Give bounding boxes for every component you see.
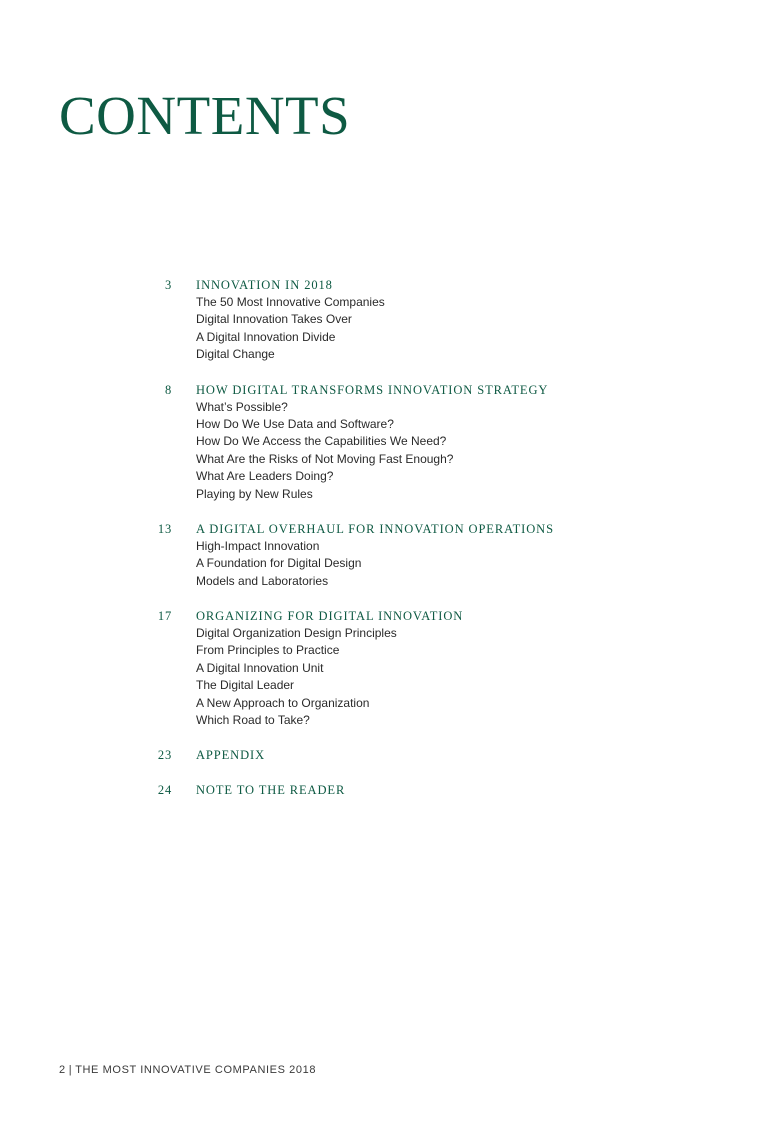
toc-subsection[interactable]: Playing by New Rules	[196, 486, 313, 501]
toc-subsection[interactable]: Digital Change	[196, 347, 275, 362]
toc-subsection-list	[150, 399, 710, 503]
toc-subsection[interactable]: A Foundation for Digital Design	[196, 556, 362, 571]
toc-subsection[interactable]: From Principles to Practice	[196, 643, 340, 658]
toc-section-title: APPENDIX	[196, 748, 266, 763]
toc-section-heading[interactable]	[150, 781, 710, 799]
toc-subsection-list	[150, 625, 710, 729]
toc-section-title: A DIGITAL OVERHAUL FOR INNOVATION OPERATIONS	[196, 521, 554, 536]
toc-section	[150, 381, 710, 503]
toc-subsection[interactable]: What Are the Risks of Not Moving Fast Enough?	[196, 451, 454, 466]
toc-subsection[interactable]: A New Approach to Organization	[196, 695, 370, 710]
toc-subsection[interactable]: Digital Innovation Takes Over	[196, 312, 352, 327]
footer-page-number: 2	[59, 1064, 66, 1076]
toc-section-title: INNOVATION IN 2018	[196, 278, 333, 292]
toc-subsection[interactable]: What’s Possible?	[196, 399, 288, 414]
toc-subsection-list	[150, 538, 710, 590]
toc-page-number: 24	[157, 783, 172, 798]
toc-section-heading[interactable]	[150, 276, 710, 294]
toc-section-title: ORGANIZING FOR DIGITAL INNOVATION	[196, 609, 464, 624]
toc-subsection[interactable]: The 50 Most Innovative Companies	[196, 295, 385, 309]
toc-section	[150, 520, 710, 590]
toc-page-number: 13	[157, 521, 172, 536]
toc-subsection[interactable]: How Do We Access the Capabilities We Need?	[196, 434, 447, 449]
toc-subsection[interactable]: Which Road to Take?	[196, 713, 310, 728]
toc-section-title: HOW DIGITAL TRANSFORMS INNOVATION STRATEGY	[196, 382, 549, 397]
toc-section-heading[interactable]	[150, 607, 710, 625]
toc-subsection[interactable]: Models and Laboratories	[196, 573, 329, 588]
toc-subsection[interactable]: A Digital Innovation Divide	[196, 329, 336, 344]
toc-section	[150, 781, 710, 799]
toc-subsection[interactable]: A Digital Innovation Unit	[196, 660, 324, 675]
toc-subsection[interactable]: High-Impact Innovation	[196, 538, 320, 553]
toc-section-heading[interactable]	[150, 520, 710, 538]
toc-section	[150, 607, 710, 729]
toc-section	[150, 276, 710, 364]
toc-page-number: 3	[164, 278, 172, 292]
toc-section-heading[interactable]	[150, 381, 710, 399]
toc-subsection[interactable]: What Are Leaders Doing?	[196, 469, 334, 484]
table-of-contents	[150, 276, 710, 816]
toc-section-heading[interactable]	[150, 746, 710, 764]
toc-section-title: NOTE TO THE READER	[196, 783, 346, 798]
toc-subsection[interactable]: Digital Organization Design Principles	[196, 626, 397, 641]
toc-subsection-list	[150, 294, 710, 364]
toc-page-number: 8	[164, 382, 172, 397]
toc-page-number: 17	[157, 609, 172, 624]
page-title: CONTENTS	[59, 85, 351, 146]
toc-subsection[interactable]: The Digital Leader	[196, 678, 295, 693]
toc-page-number: 23	[157, 748, 172, 763]
footer-separator: |	[68, 1064, 73, 1076]
toc-subsection[interactable]: How Do We Use Data and Software?	[196, 416, 394, 431]
footer-publication-title: THE MOST INNOVATIVE COMPANIES 2018	[75, 1064, 317, 1076]
toc-section	[150, 746, 710, 764]
page-footer	[59, 1064, 316, 1076]
